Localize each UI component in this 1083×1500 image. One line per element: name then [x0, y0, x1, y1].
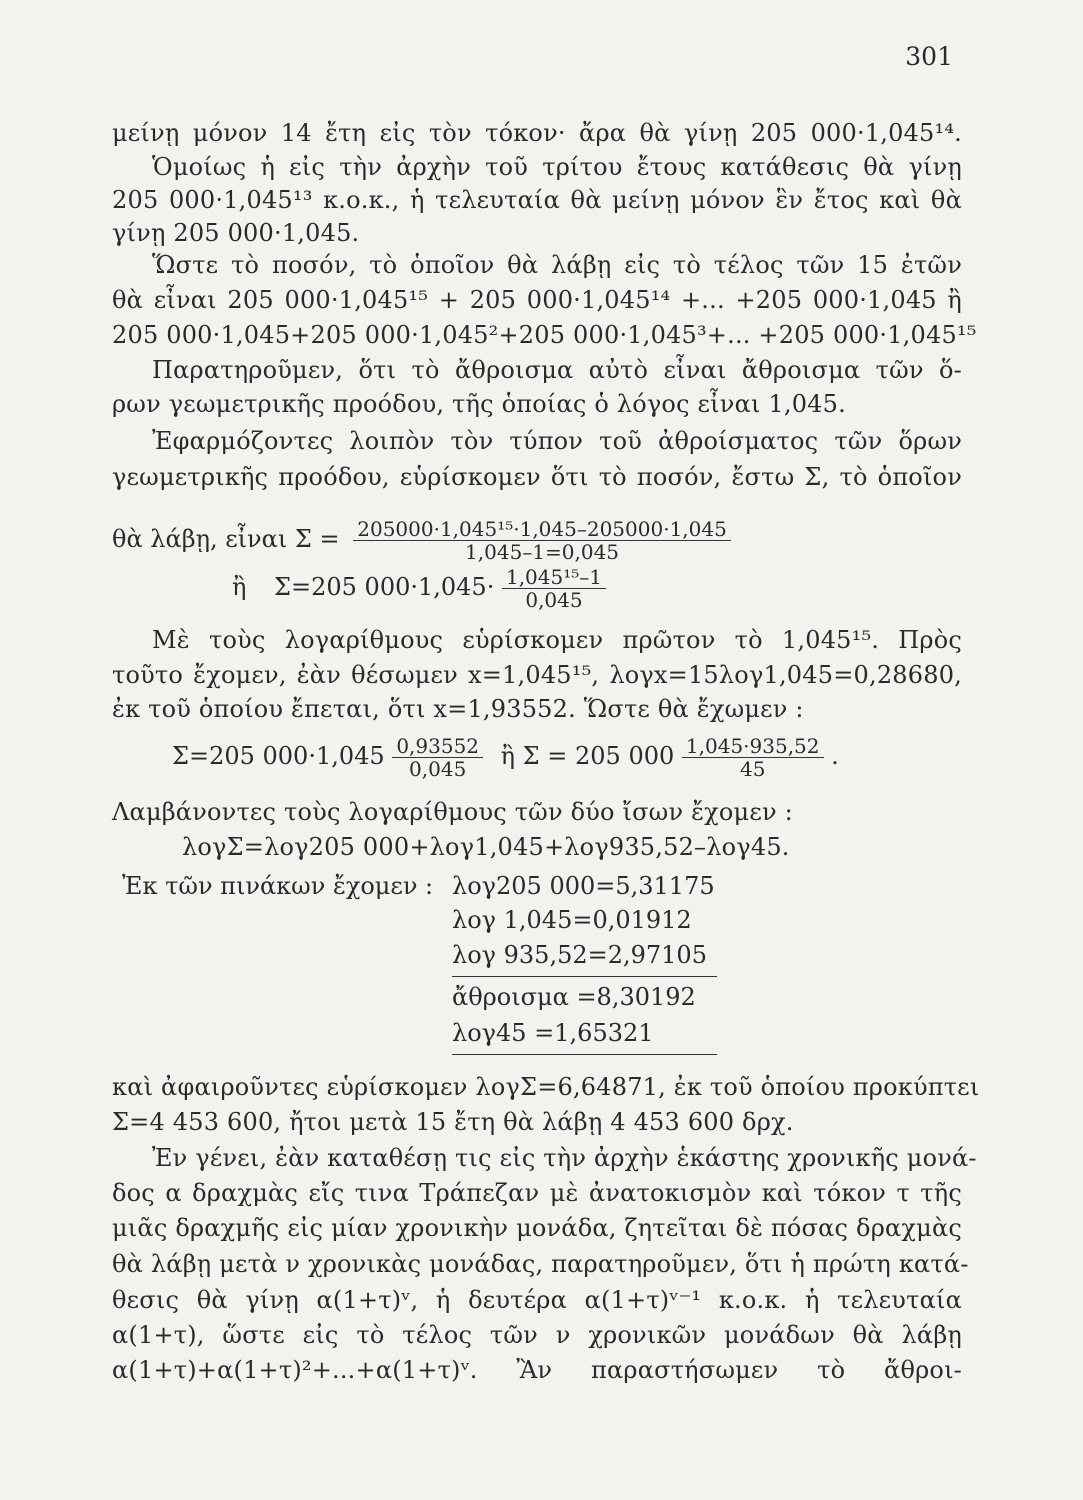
page-number: 301: [905, 42, 953, 71]
text-line: Σ=4 453 600, ἤτοι μετὰ 15 ἔτη θὰ λάβῃ 4 453 600 δρχ.: [112, 1108, 794, 1136]
formula-denominator: 0,045: [409, 757, 467, 781]
formula-result: [172, 735, 839, 780]
formula-prefix: θὰ λάβῃ, εἶναι Σ =: [112, 525, 340, 553]
log-table-intro: Ἐκ τῶν πινάκων ἔχομεν :: [122, 872, 434, 900]
log-table-row: λογ205 000=5,31175: [452, 872, 715, 900]
text-line: μιᾶς δραχμῆς εἰς μίαν χρονικὴν μονάδα, ζητεῖται δὲ πόσας δραχμὰς: [112, 1214, 962, 1242]
sum-rule: [452, 976, 717, 977]
formula-numerator: 205000·1,045¹⁵·1,045–205000·1,045: [353, 518, 731, 541]
text-line: Μὲ τοὺς λογαρίθμους εὑρίσκομεν πρῶτον τὸ 1,045¹⁵. Πρὸς: [152, 626, 962, 654]
text-line: 205 000·1,045+205 000·1,045²+205 000·1,045³+... +205 000·1,045¹⁵: [112, 321, 977, 349]
text-line: μείνῃ μόνον 14 ἔτη εἰς τὸν τόκον· ἄρα θὰ γίνῃ 205 000·1,045¹⁴.: [112, 119, 962, 147]
formula-simplified: [232, 566, 606, 611]
text-line: ρων γεωμετρικῆς προόδου, τῆς ὁποίας ὁ λόγος εἶναι 1,045.: [112, 390, 846, 418]
text-line: Λαμβάνοντες τοὺς λογαρίθμους τῶν δύο ἴσων ἔχομεν :: [112, 798, 793, 826]
log-table-row: ἄθροισμα =8,30192: [452, 983, 696, 1011]
text-line: ἐκ τοῦ ὁποίου ἔπεται, ὅτι x=1,93552. Ὥστε θὰ ἔχωμεν :: [112, 695, 804, 723]
text-line: α(1+τ), ὥστε εἰς τὸ τέλος τῶν ν χρονικῶν μονάδων θὰ λάβῃ: [112, 1321, 962, 1349]
difference-rule: [452, 1054, 717, 1055]
formula-numerator: 0,93552: [392, 735, 483, 758]
text-line: γεωμετρικῆς προόδου, εὑρίσκομεν ὅτι τὸ ποσόν, ἔστω Σ, τὸ ὁποῖον: [112, 463, 962, 491]
formula-denominator: 0,045: [525, 588, 583, 612]
formula-numerator: 1,045·935,52: [682, 735, 824, 758]
text-line: δος α δραχμὰς εἴς τινα Τράπεζαν μὲ ἀνατοκισμὸν καὶ τόκον τ τῆς: [112, 1179, 962, 1207]
text-line: Ἐν γένει, ἐὰν καταθέσῃ τις εἰς τὴν ἀρχὴν ἑκάστης χρονικῆς μονά-: [152, 1144, 977, 1172]
text-line: θεσις θὰ γίνῃ α(1+τ)ᵛ, ἡ δευτέρα α(1+τ)ᵛ⁻¹ κ.ο.κ. ἡ τελευταία: [112, 1286, 962, 1314]
log-table-row: λογ 935,52=2,97105: [452, 941, 707, 969]
formula-denominator: 45: [739, 757, 766, 781]
formula-sum-fraction: [112, 518, 731, 563]
log-table-row: λογ45 =1,65321: [452, 1019, 654, 1047]
text-line: Ὥστε τὸ ποσόν, τὸ ὁποῖον θὰ λάβῃ εἰς τὸ τέλος τῶν 15 ἐτῶν: [152, 251, 962, 279]
text-line: Ἐφαρμόζοντες λοιπὸν τὸν τύπον τοῦ ἀθροίσματος τῶν ὅρων: [152, 427, 962, 455]
text-line: Παρατηροῦμεν, ὅτι τὸ ἄθροισμα αὐτὸ εἶναι ἄθροισμα τῶν ὅ-: [152, 356, 962, 384]
log-table-row: λογ 1,045=0,01912: [452, 906, 692, 934]
text-line: γίνῃ 205 000·1,045.: [112, 219, 360, 247]
formula-end: .: [831, 742, 839, 770]
text-line: λογΣ=λογ205 000+λογ1,045+λογ935,52–λογ45.: [182, 833, 790, 861]
formula-numerator: 1,045¹⁵–1: [502, 566, 606, 589]
text-line: θὰ εἶναι 205 000·1,045¹⁵ + 205 000·1,045¹⁴ +... +205 000·1,045 ἢ: [112, 286, 962, 314]
text-line: καὶ ἀφαιροῦντες εὑρίσκομεν λογΣ=6,64871, ἐκ τοῦ ὁποίου προκύπτει: [112, 1073, 980, 1101]
text-line: τοῦτο ἔχομεν, ἐὰν θέσωμεν x=1,045¹⁵, λογx=15λογ1,045=0,28680,: [112, 661, 962, 689]
text-line: θὰ λάβῃ μετὰ ν χρονικὰς μονάδας, παρατηροῦμεν, ὅτι ἡ πρώτη κατά-: [112, 1250, 969, 1278]
text-line: 205 000·1,045¹³ κ.ο.κ., ἡ τελευταία θὰ μείνῃ μόνον ἓν ἔτος καὶ θὰ: [112, 186, 962, 214]
formula-mid: ἢ Σ = 205 000: [500, 742, 675, 770]
text-line: Ὁμοίως ἡ εἰς τὴν ἀρχὴν τοῦ τρίτου ἔτους κατάθεσις θὰ γίνῃ: [152, 153, 962, 181]
formula-lhs: Σ=205 000·1,045: [172, 742, 385, 770]
formula-denominator: 1,045–1=0,045: [465, 540, 620, 564]
text-line: α(1+τ)+α(1+τ)²+...+α(1+τ)ᵛ. Ἂν παραστήσωμεν τὸ ἄθροι-: [112, 1356, 962, 1384]
formula-lhs: Σ=205 000·1,045·: [274, 573, 495, 601]
formula-or: ἢ: [232, 573, 247, 601]
